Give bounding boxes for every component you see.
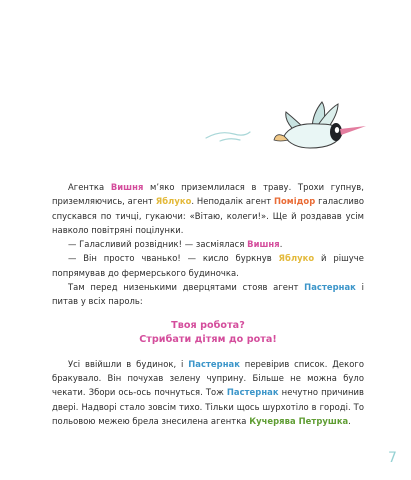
paragraph-5 (52, 357, 364, 428)
slogan-line-2: Стрибати дітям до рота! (139, 333, 277, 345)
text-run: . Неподалік агент (191, 196, 274, 207)
text-run: — Він просто чванько! — кисло буркнув (68, 253, 279, 264)
wind-lines-icon (206, 132, 250, 141)
bird-icon (274, 102, 366, 148)
paragraph-3 (52, 251, 364, 280)
text-run: — Галасливий розвідник! — засміялася (68, 239, 248, 250)
character-name-vyshnia: Вишня (247, 239, 280, 250)
paragraph-4 (52, 280, 364, 309)
text-run: перевірив список. Декого бракувало. Він почухав зелену чуприну. Більше не можна було чекати. Збори ось-ось почнуться. Тож (52, 358, 364, 398)
character-name-kucheriava-petrushka: Кучерява Петрушка (249, 415, 349, 426)
password-slogan (52, 319, 364, 347)
paragraph-2 (52, 237, 364, 251)
text-run: галасливо спускався по тичці, гукаючи: «Вітаю, колеги!». Ще й роздавав усім навколо повітряні поцілунки. (52, 196, 364, 235)
story-text (52, 180, 364, 428)
character-name-pomidor: Помідор (273, 196, 316, 207)
flying-bird-illustration (200, 96, 370, 166)
slogan-line-1: Твоя робота? (171, 319, 245, 331)
text-run: Там перед низенькими дверцятами стояв агент (68, 282, 305, 293)
paragraph-1 (52, 180, 364, 237)
text-run: Усі ввійшли в будинок, і (68, 358, 189, 369)
character-name-pasternak: Пастернак (188, 358, 240, 369)
character-name-pasternak: Пастернак (226, 387, 279, 398)
text-run: м’яко приземлилася в траву. Трохи гупнув, приземляючись, агент (52, 182, 364, 207)
text-run: й рішуче попрямував до фермерського будиночка. (52, 253, 364, 278)
text-run: . (279, 239, 283, 250)
character-name-yabluko: Яблуко (278, 253, 315, 264)
text-run: нечутно причинив двері. Надворі стало зовсім тихо. Тільки щось шурхотіло в городі. То польовою межею брела знесилена агентка (52, 387, 364, 426)
character-name-pasternak: Пастернак (304, 282, 356, 293)
character-name-yabluko: Яблуко (155, 196, 192, 207)
page-number: 7 (388, 450, 397, 466)
character-name-vyshnia: Вишня (110, 182, 144, 192)
text-run: . (348, 415, 351, 426)
text-run: і питав у всіх пароль: (52, 282, 364, 307)
text-run: Агентка (68, 182, 111, 192)
